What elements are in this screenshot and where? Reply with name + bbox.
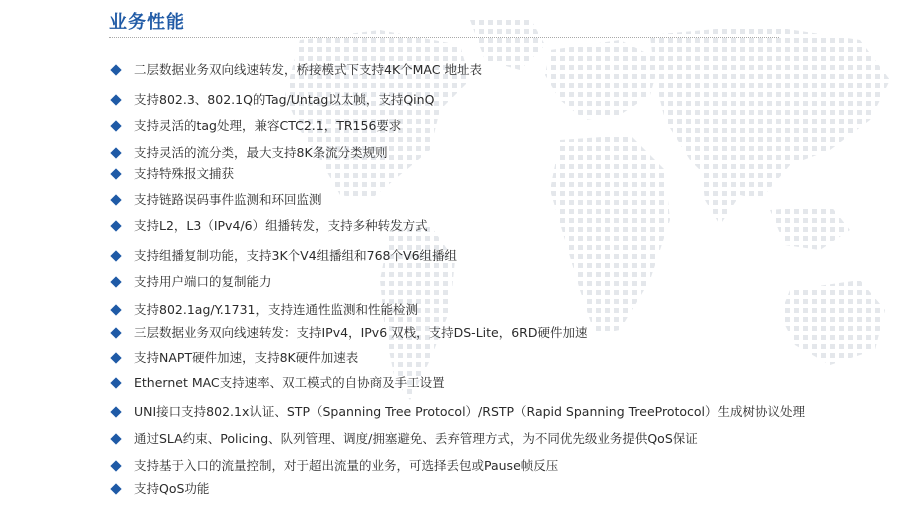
list-item-text: 三层数据业务双向线速转发：支持IPv4，IPv6 双栈，支持DS-Lite，6RD硬件加速 <box>134 325 588 340</box>
list-item-text: 二层数据业务双向线速转发，桥接模式下支持4K个MAC 地址表 <box>134 62 482 77</box>
list-item-text: 通过SLA约束、Policing、队列管理、调度/拥塞避免、丢弃管理方式，为不同优先级业务提供QoS保证 <box>134 431 698 446</box>
list-item-text: 支持基于入口的流量控制，对于超出流量的业务，可选择丢包或Pause帧反压 <box>134 458 559 473</box>
list-item-text: 支持组播复制功能，支持3K个V4组播组和768个V6组播组 <box>134 248 458 263</box>
list-item-text: 支持灵活的流分类，最大支持8K条流分类规则 <box>134 145 388 160</box>
list-item-text: 支持特殊报文捕获 <box>134 166 235 181</box>
list-item-text: 支持L2，L3（IPv4/6）组播转发，支持多种转发方式 <box>134 218 428 233</box>
list-item-text: 支持802.3、802.1Q的Tag/Untag以太帧，支持QinQ <box>134 92 435 107</box>
list-item-text: UNI接口支持802.1x认证、STP（Spanning Tree Protocol）/RSTP（Rapid Spanning TreeProtocol）生成树协议处理 <box>134 404 806 419</box>
list-item-text: 支持802.1ag/Y.1731，支持连通性监测和性能检测 <box>134 302 418 317</box>
section-title: 业务性能 <box>109 12 185 33</box>
list-item-text: 支持NAPT硬件加速，支持8K硬件加速表 <box>134 350 359 365</box>
list-item-text: 支持QoS功能 <box>134 481 210 496</box>
title-divider <box>109 37 779 38</box>
list-item-text: Ethernet MAC支持速率、双工模式的自协商及手工设置 <box>134 375 445 390</box>
list-item-text: 支持灵活的tag处理，兼容CTC2.1，TR156要求 <box>134 118 402 133</box>
list-item-text: 支持用户端口的复制能力 <box>134 274 272 289</box>
list-item-text: 支持链路误码事件监测和环回监测 <box>134 192 322 207</box>
